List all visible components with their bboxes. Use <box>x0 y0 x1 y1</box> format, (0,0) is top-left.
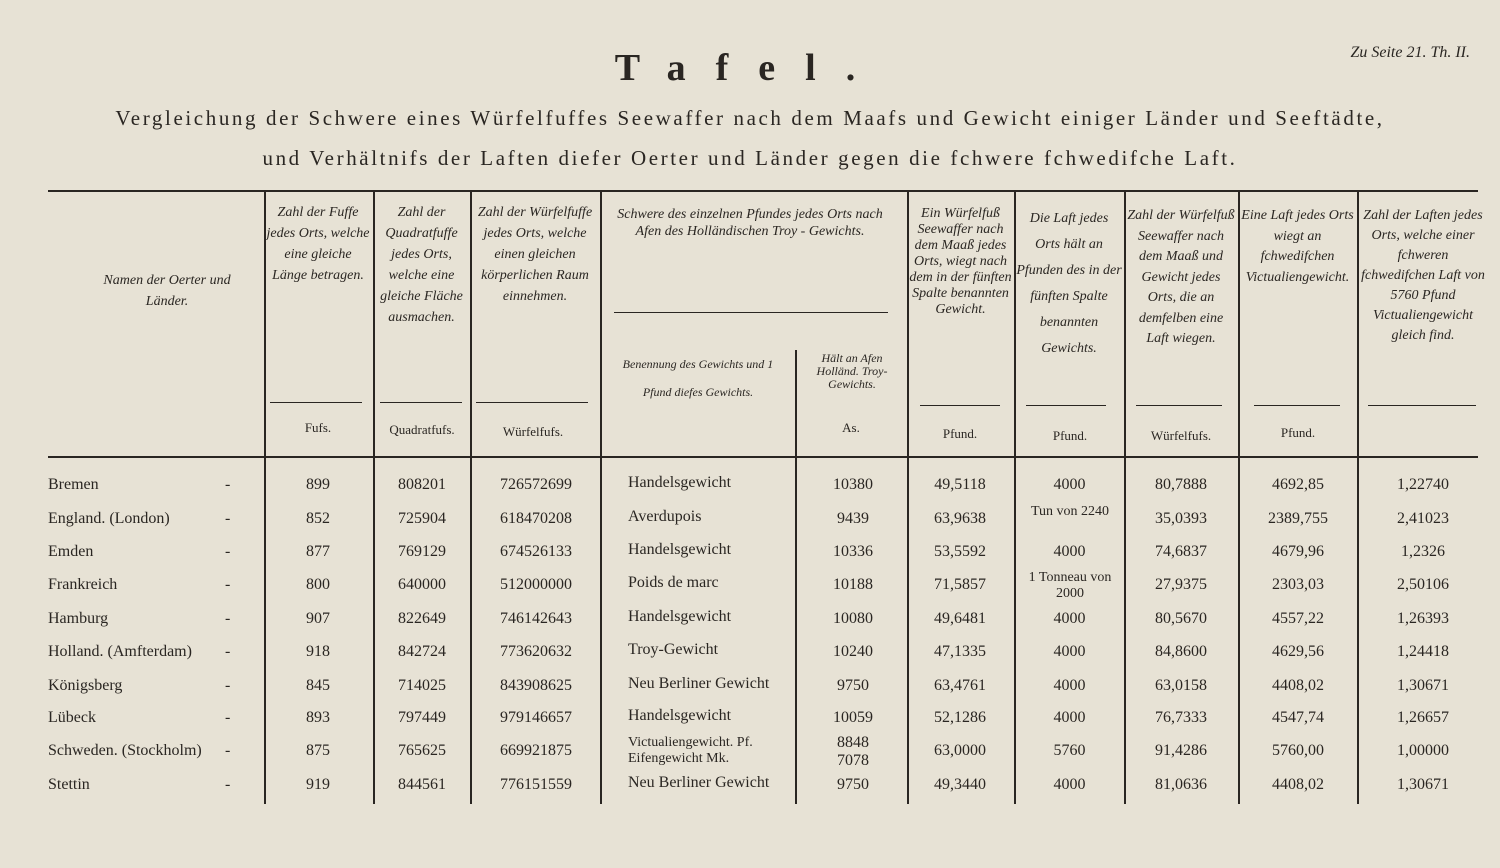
row-cubic: 979146657 <box>500 709 572 726</box>
row-as: 10380 <box>833 476 873 493</box>
row-as: 10240 <box>833 643 873 660</box>
row-feet: 875 <box>306 742 330 759</box>
header-last-count: Zahl der Laften jedes Orts, welche einer fchweren fchwedifchen Laft von 5760 Pfund Victualiengewicht gleich find. <box>1361 208 1485 343</box>
header-weight-name: Benennung des Gewichts und 1 Pfund diefes Gewichts. <box>622 357 774 399</box>
row-weight: Victualiengewicht. Pf. <box>628 735 753 750</box>
table-row <box>0 774 1500 806</box>
row-name: Bremen <box>48 476 99 493</box>
table-row <box>0 608 1500 640</box>
row-cubic: 512000000 <box>500 576 572 593</box>
row-as: 8848 <box>837 734 869 751</box>
row-sqfeet: 725904 <box>398 510 446 527</box>
row-name: Holland. (Amfterdam) <box>48 643 192 660</box>
leader-dots: - <box>225 643 231 660</box>
row-victual: 4408,02 <box>1272 776 1324 793</box>
header-last-pounds: Die Laft jedes Orts hält an Pfunden des in der fünften Spalte benannten Gewichts. <box>1016 211 1122 356</box>
row-name: Stettin <box>48 776 90 793</box>
row-name: Frankreich <box>48 576 118 593</box>
unit-weight-as: As. <box>842 420 860 435</box>
row-cubic: 773620632 <box>500 643 572 660</box>
row-cubic: 669921875 <box>500 742 572 759</box>
row-as: 10188 <box>833 576 873 593</box>
row-last: 4000 <box>1053 643 1086 660</box>
table-row <box>0 641 1500 673</box>
row-count: 2,50106 <box>1397 576 1449 593</box>
leader-dots: - <box>225 576 231 593</box>
row-feet: 899 <box>306 476 330 493</box>
row-feet: 907 <box>306 610 330 627</box>
header-name: Namen der Oerter und Länder. <box>103 273 231 309</box>
leader-dots: - <box>225 543 231 560</box>
row-sqfeet: 769129 <box>398 543 446 560</box>
row-seawater: 63,0000 <box>934 742 986 759</box>
row-name: Hamburg <box>48 610 109 627</box>
row-cubic: 674526133 <box>500 543 572 560</box>
row-feet: 845 <box>306 677 330 694</box>
row-victual: 4557,22 <box>1272 610 1324 627</box>
row-count: 1,26657 <box>1397 709 1449 726</box>
row-as: 10336 <box>833 543 873 560</box>
header-cubicfeet: Zahl der Würfelfuffe jedes Orts, welche einen gleichen körperlichen Raum einnehmen. <box>477 205 593 304</box>
row-as: 9750 <box>837 677 869 694</box>
table-row <box>0 734 1500 772</box>
page-title: Tafel. <box>614 47 886 89</box>
row-count: 2,41023 <box>1397 510 1449 527</box>
row-count: 1,30671 <box>1397 677 1449 694</box>
row-feet: 800 <box>306 576 330 593</box>
row-count: 1,24418 <box>1397 643 1449 660</box>
row-sqfeet: 808201 <box>398 476 446 493</box>
row-seawater: 52,1286 <box>934 709 986 726</box>
row-last: 4000 <box>1053 610 1086 627</box>
row-victual: 4692,85 <box>1272 476 1324 493</box>
leader-dots: - <box>225 610 231 627</box>
row-last: 1 Tonneau von 2000 <box>1028 570 1112 601</box>
unit-rule <box>1254 405 1340 406</box>
table-row <box>0 504 1500 540</box>
row-feet: 877 <box>306 543 330 560</box>
row-weight: Neu Berliner Gewicht <box>628 675 770 692</box>
unit-rule <box>920 405 1000 406</box>
header-weight-group: Schwere des einzelnen Pfundes jedes Orts nach Afen des Holländischen Troy - Gewichts. <box>617 207 883 239</box>
row-as: 9750 <box>837 776 869 793</box>
row-weight: Handelsgewicht <box>628 541 732 558</box>
row-seawater: 63,4761 <box>934 677 986 694</box>
unit-last-cubic: Würfelfufs. <box>1150 428 1212 443</box>
row-name: Schweden. (Stockholm) <box>48 742 202 759</box>
header-sqfeet: Zahl der Quadratfuffe jedes Orts, welche eine gleiche Fläche ausmachen. <box>380 205 463 325</box>
unit-rule <box>1136 405 1222 406</box>
subtitle-line-1: Vergleichung der Schwere eines Würfelfuffes Seewaffer nach dem Maafs und Gewicht einiger Länder und Seeftädte, <box>115 106 1385 130</box>
row-name: Lübeck <box>48 709 96 726</box>
unit-rule <box>1026 405 1106 406</box>
row-cubic: 843908625 <box>500 677 572 694</box>
row-victual: 2389,755 <box>1268 510 1328 527</box>
table-row <box>0 675 1500 707</box>
row-lastcubic: 84,8600 <box>1155 643 1207 660</box>
header-last-victual: Eine Laft jedes Orts wiegt an fchwedifchen Victualiengewicht. <box>1241 208 1354 285</box>
unit-rule <box>270 402 362 403</box>
row-victual: 4629,56 <box>1272 643 1324 660</box>
row-lastcubic: 76,7333 <box>1155 709 1207 726</box>
row-sqfeet: 714025 <box>398 677 446 694</box>
row-cubic: 776151559 <box>500 776 572 793</box>
row-victual: 5760,00 <box>1272 742 1324 759</box>
row-count: 1,30671 <box>1397 776 1449 793</box>
leader-dots: - <box>225 709 231 726</box>
row-sqfeet: 797449 <box>398 709 446 726</box>
leader-dots: - <box>225 677 231 694</box>
row-last: 4000 <box>1053 709 1086 726</box>
row-sqfeet: 765625 <box>398 742 446 759</box>
row-last: 4000 <box>1053 677 1086 694</box>
row-sqfeet: 842724 <box>398 643 446 660</box>
unit-feet: Fufs. <box>304 420 332 435</box>
row-sqfeet: 640000 <box>398 576 446 593</box>
unit-last-victual: Pfund. <box>1280 425 1316 440</box>
row-victual: 4408,02 <box>1272 677 1324 694</box>
row-name: Emden <box>48 543 94 560</box>
row-lastcubic: 74,6837 <box>1155 543 1207 560</box>
row-cubic: 618470208 <box>500 510 572 527</box>
header-weight-as: Hält an Afen Holländ. Troy-Gewichts. <box>816 351 888 391</box>
row-as-2: 7078 <box>837 752 869 769</box>
row-feet: 919 <box>306 776 330 793</box>
row-weight: Handelsgewicht <box>628 707 732 724</box>
table-row <box>0 541 1500 573</box>
row-victual: 4679,96 <box>1272 543 1324 560</box>
row-cubic: 726572699 <box>500 476 572 493</box>
row-count: 1,26393 <box>1397 610 1449 627</box>
row-lastcubic: 80,5670 <box>1155 610 1207 627</box>
row-seawater: 47,1335 <box>934 643 986 660</box>
row-seawater: 49,5118 <box>934 476 986 493</box>
row-feet: 852 <box>306 510 330 527</box>
row-lastcubic: 91,4286 <box>1155 742 1207 759</box>
row-seawater: 49,3440 <box>934 776 986 793</box>
row-victual: 4547,74 <box>1272 709 1324 726</box>
row-feet: 893 <box>306 709 330 726</box>
row-last: 4000 <box>1053 776 1086 793</box>
row-as: 10080 <box>833 610 873 627</box>
row-name: England. (London) <box>48 510 170 527</box>
row-last: 4000 <box>1053 476 1086 493</box>
row-seawater: 71,5857 <box>934 576 986 593</box>
row-name: Königsberg <box>48 677 123 694</box>
row-weight-2: Eifengewicht Mk. <box>628 751 730 766</box>
leader-dots: - <box>225 510 231 527</box>
row-lastcubic: 81,0636 <box>1155 776 1207 793</box>
row-count: 1,2326 <box>1401 543 1445 560</box>
row-weight: Handelsgewicht <box>628 474 732 491</box>
unit-sqfeet: Quadratfufs. <box>389 422 455 437</box>
table-header-rule <box>48 456 1478 458</box>
table-row <box>0 474 1500 506</box>
leader-dots: - <box>225 776 231 793</box>
row-last: 5760 <box>1053 742 1086 759</box>
table-row <box>0 570 1500 606</box>
row-weight: Averdupois <box>628 508 702 525</box>
unit-rule <box>1368 405 1476 406</box>
header-feet: Zahl der Fuffe jedes Orts, welche eine gleiche Länge betragen. <box>266 205 370 283</box>
row-seawater: 53,5592 <box>934 543 986 560</box>
row-feet: 918 <box>306 643 330 660</box>
unit-last-pounds: Pfund. <box>1052 428 1088 443</box>
row-as: 10059 <box>833 709 873 726</box>
group-brace-line <box>614 312 888 313</box>
row-sqfeet: 822649 <box>398 610 446 627</box>
header-last-cubic: Zahl der Würfelfuß Seewaffer nach dem Maaß und Gewicht jedes Orts, die an demfelben eine Laft wiegen. <box>1127 208 1235 346</box>
row-lastcubic: 27,9375 <box>1155 576 1207 593</box>
unit-seawater: Pfund. <box>942 426 978 441</box>
row-cubic: 746142643 <box>500 610 572 627</box>
table-top-rule <box>48 190 1478 192</box>
row-last: Tun von 2240 <box>1030 504 1110 519</box>
row-weight: Handelsgewicht <box>628 608 732 625</box>
row-lastcubic: 63,0158 <box>1155 677 1207 694</box>
header-seawater: Ein Würfelfuß Seewaffer nach dem Maaß jedes Orts, wiegt nach dem in der fünften Spalte benannten Gewicht. <box>909 206 1012 317</box>
row-lastcubic: 35,0393 <box>1155 510 1207 527</box>
unit-rule <box>380 402 462 403</box>
leader-dots: - <box>225 476 231 493</box>
row-victual: 2303,03 <box>1272 576 1324 593</box>
subtitle-line-2: und Verhältnifs der Laften diefer Oerter und Länder gegen die fchwere fchwedifche Laft. <box>262 146 1238 170</box>
row-lastcubic: 80,7888 <box>1155 476 1207 493</box>
row-seawater: 63,9638 <box>934 510 986 527</box>
row-count: 1,22740 <box>1397 476 1449 493</box>
row-last: 4000 <box>1053 543 1086 560</box>
leader-dots: - <box>225 742 231 759</box>
unit-cubicfeet: Würfelfufs. <box>502 424 564 439</box>
unit-rule <box>476 402 588 403</box>
row-count: 1,00000 <box>1397 742 1449 759</box>
row-sqfeet: 844561 <box>398 776 446 793</box>
page-reference: Zu Seite 21. Th. II. <box>1350 44 1470 61</box>
row-as: 9439 <box>837 510 869 527</box>
row-weight: Troy-Gewicht <box>628 641 719 658</box>
row-seawater: 49,6481 <box>934 610 986 627</box>
row-weight: Neu Berliner Gewicht <box>628 774 770 791</box>
row-weight: Poids de marc <box>628 574 719 591</box>
